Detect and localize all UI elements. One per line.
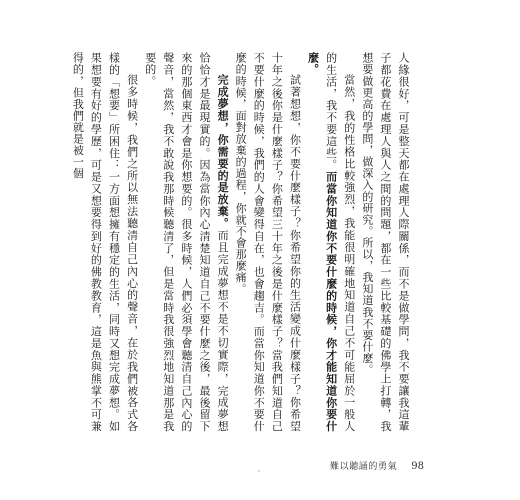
paragraph-2-emphasis: 而當你知道你不要什麼的時候，你才能知道你要什麼。 (306, 52, 338, 432)
paragraph-2 (303, 52, 357, 432)
paragraph-4 (141, 52, 231, 432)
page-number: 98 (411, 461, 424, 472)
paragraph-4-emphasis-a: 完成夢想， (216, 74, 230, 134)
paragraph-5: 很多時候，我們之所以無法聽清自己內心的聲音，在於我們被各式各樣的「想要」所困住：一方面想擁有穩定的生活，同時又想完成夢想。如果想要有好的學歷，可是又想要得到好的佛教教育，這是魚與熊掌不可兼得的，但我們就是被一個 (71, 52, 139, 432)
paragraph-4-emphasis-b: 你需要的是放棄。 (216, 133, 230, 230)
paragraph-1: 人緣很好，可是整天都在處理人際關係，而不是做學問，我不要讓我這輩子都花費在處理人與人之間的問題，都在一些比較基礎的佛學上打轉，我想要做更高的學問，做深入的研究。所以，我知道我不要什麼。 (360, 52, 410, 432)
page-footer (330, 459, 424, 472)
scan-speck (258, 470, 260, 472)
body-text (68, 52, 412, 432)
paragraph-2-text: 當然，我的性格比較強烈，我能很明確地知道自己不可能屈於一般人的生活，我不要這些。 (324, 52, 356, 432)
running-title: 難以聽誦的勇氣 (330, 462, 398, 472)
paragraph-4-text: 而且完成夢想不是不切實際，完成夢想恰恰才是最現實的。因為當你內心清楚知道自己不要什麼之後，最後留下來的那個東西才會是你想要的。很多時候，人們必須學會聽清自己內心的聲音，當然，我不敢說我那時候聽清了，但是當時我很強烈地知道那是我要的。 (143, 52, 230, 432)
paragraph-3: 試著想想，你不要什麼樣子？你希望你的生活變成什麼樣子？你希望十年之後你是什麼樣子？你希望三十年之後是什麼樣子？當我們知道自己不要什麼的時候，我們的人會變得自在，也會趨吉。而當你知道你不要什麼的時候，面對放棄的過程，你就不會那麼痛。 (234, 52, 302, 432)
